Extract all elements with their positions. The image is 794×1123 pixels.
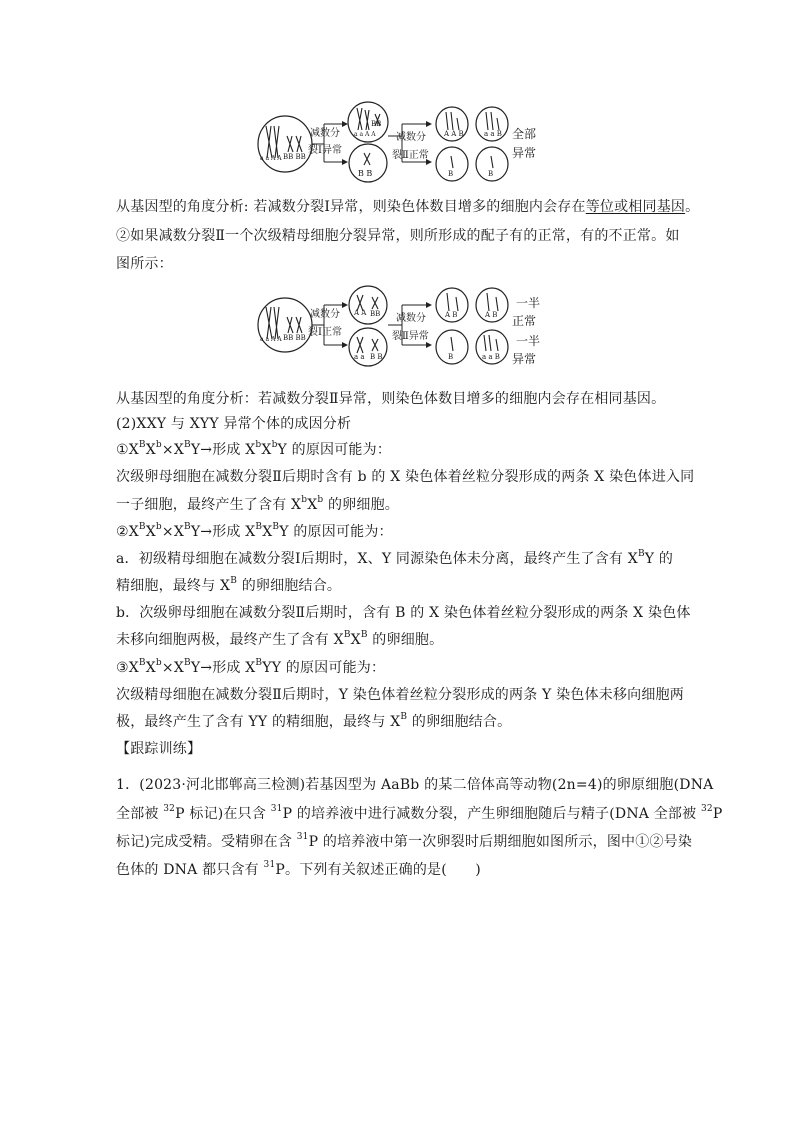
diagram2-result-top-line2: 正常 bbox=[512, 314, 537, 328]
case-2b-line-1: b．次级卵母细胞在减数分裂Ⅱ后期时，含有 B 的 X 染色体着丝粒分裂形成的两条 X 染色体 bbox=[116, 605, 691, 621]
question-1-line-1: 1．(2023·河北邯郸高三检测)若基因型为 AaBb 的某二倍体高等动物(2n=4)的卵原细胞(DNA bbox=[116, 777, 714, 793]
case-3-line-1: 次级精母细胞在减数分裂Ⅱ后期时，Y 染色体着丝粒分裂形成的两条 Y 染色体未移向细胞两 bbox=[116, 687, 684, 703]
question-1-line-4: 色体的 DNA 都只含有 $^{31}$P。下列有关叙述正确的是( ) bbox=[116, 860, 481, 878]
case-3-heading: $③X^BX^b\times X^BY\to$形成 $X^BYY$ 的原因可能为： bbox=[116, 658, 386, 676]
svg-text:BB: BB bbox=[370, 310, 381, 318]
svg-text:BB BB: BB BB bbox=[283, 153, 306, 161]
diagram2-result-bottom-line2: 异常 bbox=[512, 352, 537, 366]
case-2b-line-2: 未移向细胞两极，最终产生了含有 $X^BX^B$ 的卵细胞。 bbox=[116, 630, 444, 648]
paragraph-2-line-2: 图所示： bbox=[116, 256, 173, 272]
diagram1-result-line1: 全部 bbox=[512, 127, 537, 141]
svg-text:a a: a a bbox=[354, 353, 365, 361]
question-1-line-3: 标记)完成受精。受精卵在含 $^{31}$P 的培养液中第一次卵裂时后期细胞如图所示，图中①②号染 bbox=[116, 832, 693, 850]
case-1-heading: $①X^BX^b\times X^BY\to$形成 $X^bX^bY$ 的原因可能为： bbox=[116, 440, 392, 458]
diagram2-result-top-line1: 一半 bbox=[516, 296, 541, 310]
svg-text:A A: A A bbox=[354, 309, 367, 317]
case-2-heading: $②X^BX^b\times X^BY\to$形成 $X^BX^BY$ 的原因可能为： bbox=[116, 522, 393, 540]
svg-text:A A B: A A B bbox=[444, 130, 464, 138]
svg-text:B: B bbox=[488, 170, 494, 178]
svg-text:a a A A: a a A A bbox=[260, 155, 282, 162]
diagram1-step2-label-top: 减数分 bbox=[396, 132, 426, 143]
svg-text:B B: B B bbox=[358, 169, 373, 178]
diagram2-result-bottom-line1: 一半 bbox=[516, 334, 541, 348]
svg-text:A B: A B bbox=[485, 311, 498, 319]
case-1-line-2: 一子细胞，最终产生了含有 $X^bX^b$ 的卵细胞。 bbox=[116, 495, 399, 513]
question-1-line-2: 全部被 $^{32}$P 标记)在只含 $^{31}$P 的培养液中进行减数分裂，产生卵细胞随后与精子(DNA 全部被 $^{32}$P bbox=[116, 804, 723, 822]
case-3-line-2: 极，最终产生了含有 YY 的精细胞，最终与 $X^B$ 的卵细胞结合。 bbox=[116, 712, 512, 730]
paragraph-3: 从基因型的角度分析：若减数分裂Ⅱ异常，则染色体数目增多的细胞内会存在相同基因。 bbox=[116, 391, 666, 407]
diagram2-step2-label-bottom: 裂Ⅱ异常 bbox=[392, 331, 429, 342]
diagram2-step1-label-top: 减数分 bbox=[310, 309, 340, 320]
svg-text:a a A A: a a A A bbox=[354, 131, 376, 138]
diagram1-step1-label-top: 减数分 bbox=[310, 128, 340, 139]
diagram1-step2-label-bottom: 裂Ⅱ正常 bbox=[392, 150, 429, 161]
svg-text:B: B bbox=[448, 170, 454, 178]
svg-text:B B: B B bbox=[370, 353, 383, 361]
svg-text:A B: A B bbox=[445, 311, 458, 319]
section-heading-xxy-xyy: (2)XXY 与 XYY 异常个体的成因分析 bbox=[116, 416, 352, 432]
paragraph-1: 从基因型的角度分析: 若减数分裂Ⅰ异常，则染色体数目增多的细胞内会存在等位或相同基因。 bbox=[116, 199, 700, 215]
svg-text:BB BB: BB BB bbox=[283, 334, 306, 342]
follow-up-training-heading: 【跟踪训练】 bbox=[116, 741, 202, 757]
diagram1-step1-label-bottom: 裂Ⅰ异常 bbox=[308, 145, 342, 156]
diagram1-result-line2: 异常 bbox=[512, 146, 537, 160]
meiosis-diagram-1 bbox=[254, 100, 554, 185]
svg-text:B: B bbox=[448, 353, 454, 361]
diagram2-step1-label-bottom: 裂Ⅰ正常 bbox=[308, 327, 342, 338]
svg-text:a a B: a a B bbox=[482, 353, 500, 361]
case-2a-line-1: a．初级精母细胞在减数分裂Ⅰ后期时，X、Y 同源染色体未分离，最终产生了含有 $X^BY$ 的 bbox=[116, 549, 674, 567]
svg-text:BB: BB bbox=[371, 120, 382, 128]
meiosis-diagram-2 bbox=[254, 285, 554, 370]
paragraph-2-line-1: ②如果减数分裂Ⅱ一个次级精母细胞分裂异常，则所形成的配子有的正常，有的不正常。如 bbox=[116, 228, 680, 244]
case-2a-line-2: 精细胞，最终与 $X^B$ 的卵细胞结合。 bbox=[116, 576, 342, 594]
diagram2-step2-label-top: 减数分 bbox=[396, 313, 426, 324]
svg-text:a a A A: a a A A bbox=[260, 336, 282, 343]
case-1-line-1: 次级卵母细胞在减数分裂Ⅱ后期时含有 b 的 X 染色体着丝粒分裂形成的两条 X 染色体进入同 bbox=[116, 469, 695, 485]
svg-text:a a B: a a B bbox=[484, 130, 502, 138]
